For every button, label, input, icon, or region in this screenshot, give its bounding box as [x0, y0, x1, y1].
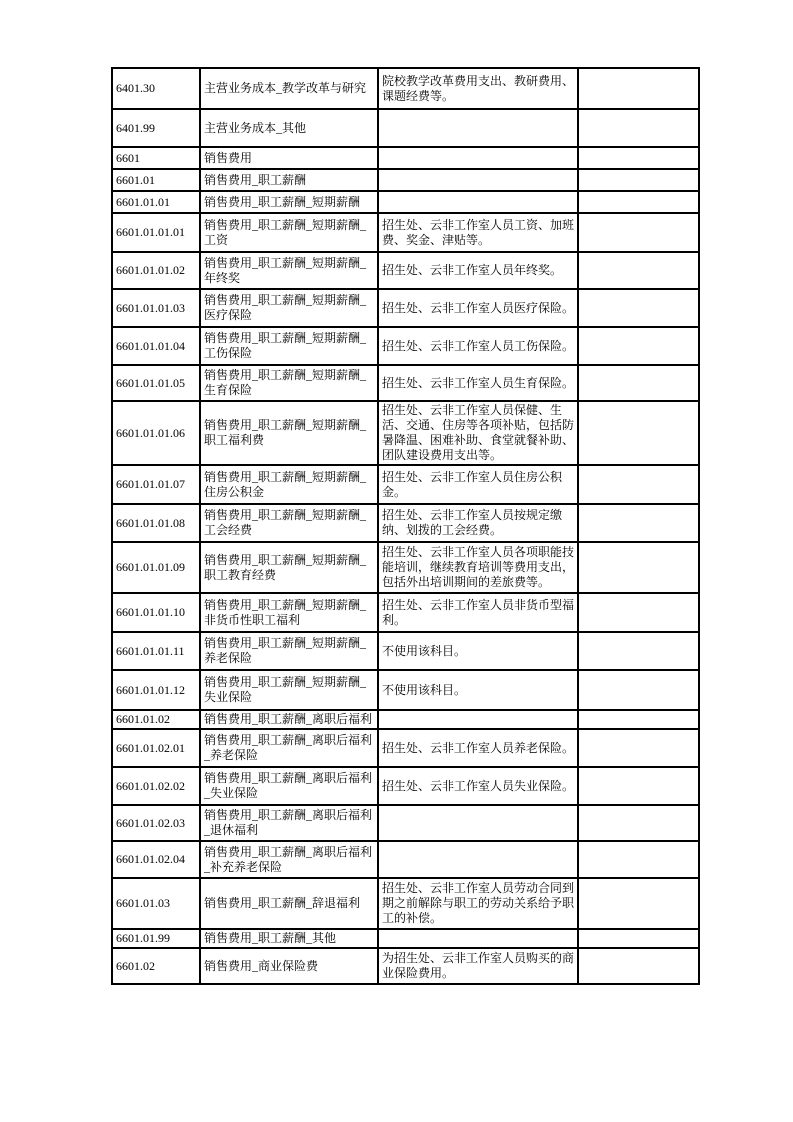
empty-cell — [578, 710, 699, 729]
name-cell: 销售费用_职工薪酬_辞退福利 — [200, 878, 378, 929]
description-cell: 招生处、云非工作室人员工伤保险。 — [378, 327, 578, 365]
code-cell: 6601.01.02.02 — [112, 767, 200, 805]
description-cell: 招生处、云非工作室人员各项职能技能培训，继续教育培训等费用支出，包括外出培训期间的差旅费等。 — [378, 542, 578, 593]
name-cell: 销售费用_职工薪酬_短期薪酬_工伤保险 — [200, 327, 378, 365]
empty-cell — [578, 542, 699, 593]
table-row — [112, 327, 699, 365]
description-cell — [378, 929, 578, 948]
name-cell: 销售费用_职工薪酬_短期薪酬_工资 — [200, 213, 378, 252]
table-row — [112, 289, 699, 327]
empty-cell — [578, 878, 699, 929]
empty-cell — [578, 929, 699, 948]
empty-cell — [578, 841, 699, 878]
empty-cell — [578, 805, 699, 841]
description-cell — [378, 109, 578, 147]
empty-cell — [578, 68, 699, 109]
empty-cell — [578, 147, 699, 169]
name-cell: 销售费用_职工薪酬_离职后福利_补充养老保险 — [200, 841, 378, 878]
table-row — [112, 632, 699, 670]
code-cell: 6601.01.01.12 — [112, 670, 200, 710]
empty-cell — [578, 465, 699, 504]
name-cell: 销售费用_商业保险费 — [200, 948, 378, 984]
description-cell: 招生处、云非工作室人员工资、加班费、奖金、津贴等。 — [378, 213, 578, 252]
description-cell — [378, 147, 578, 169]
name-cell: 销售费用_职工薪酬_短期薪酬_工会经费 — [200, 504, 378, 542]
description-cell — [378, 841, 578, 878]
table-row — [112, 767, 699, 805]
code-cell: 6601.01.01.07 — [112, 465, 200, 504]
code-cell: 6601.01.01.05 — [112, 365, 200, 401]
table-row — [112, 670, 699, 710]
code-cell: 6601.01.02 — [112, 710, 200, 729]
empty-cell — [578, 401, 699, 465]
name-cell: 销售费用_职工薪酬_短期薪酬 — [200, 191, 378, 213]
code-cell: 6601 — [112, 147, 200, 169]
code-cell: 6601.01.02.01 — [112, 729, 200, 767]
code-cell: 6601.02 — [112, 948, 200, 984]
description-cell — [378, 710, 578, 729]
description-cell: 招生处、云非工作室人员养老保险。 — [378, 729, 578, 767]
empty-cell — [578, 670, 699, 710]
code-cell: 6601.01.01.02 — [112, 252, 200, 289]
empty-cell — [578, 767, 699, 805]
name-cell: 销售费用_职工薪酬_离职后福利_退休福利 — [200, 805, 378, 841]
name-cell: 销售费用_职工薪酬_短期薪酬_生育保险 — [200, 365, 378, 401]
name-cell: 销售费用_职工薪酬_离职后福利 — [200, 710, 378, 729]
name-cell: 销售费用_职工薪酬_短期薪酬_年终奖 — [200, 252, 378, 289]
table-row — [112, 805, 699, 841]
description-cell: 招生处、云非工作室人员年终奖。 — [378, 252, 578, 289]
empty-cell — [578, 169, 699, 191]
table-row — [112, 109, 699, 147]
name-cell: 销售费用_职工薪酬_离职后福利_失业保险 — [200, 767, 378, 805]
description-cell — [378, 191, 578, 213]
empty-cell — [578, 191, 699, 213]
table-row — [112, 365, 699, 401]
empty-cell — [578, 327, 699, 365]
code-cell: 6601.01.01.09 — [112, 542, 200, 593]
description-cell — [378, 169, 578, 191]
table-row — [112, 878, 699, 929]
empty-cell — [578, 632, 699, 670]
table-row — [112, 252, 699, 289]
table-row — [112, 593, 699, 632]
description-cell: 不使用该科目。 — [378, 632, 578, 670]
table-row — [112, 710, 699, 729]
code-cell: 6601.01.01.11 — [112, 632, 200, 670]
table-row — [112, 729, 699, 767]
description-cell: 招生处、云非工作室人员医疗保险。 — [378, 289, 578, 327]
description-cell: 院校教学改革费用支出、教研费用、课题经费等。 — [378, 68, 578, 109]
name-cell: 主营业务成本_其他 — [200, 109, 378, 147]
code-cell: 6601.01.01.01 — [112, 213, 200, 252]
description-cell: 招生处、云非工作室人员按规定缴纳、划拨的工会经费。 — [378, 504, 578, 542]
code-cell: 6601.01 — [112, 169, 200, 191]
name-cell: 销售费用_职工薪酬_离职后福利_养老保险 — [200, 729, 378, 767]
name-cell: 销售费用_职工薪酬_短期薪酬_失业保险 — [200, 670, 378, 710]
description-cell: 招生处、云非工作室人员住房公积金。 — [378, 465, 578, 504]
code-cell: 6601.01.02.03 — [112, 805, 200, 841]
name-cell: 销售费用_职工薪酬_其他 — [200, 929, 378, 948]
description-cell: 招生处、云非工作室人员保健、生活、交通、住房等各项补贴，包括防暑降温、困难补助、食堂就餐补助、团队建设费用支出等。 — [378, 401, 578, 465]
code-cell: 6601.01.01.08 — [112, 504, 200, 542]
empty-cell — [578, 252, 699, 289]
code-cell: 6601.01.03 — [112, 878, 200, 929]
code-cell: 6601.01.01.04 — [112, 327, 200, 365]
table-row — [112, 147, 699, 169]
description-cell: 招生处、云非工作室人员生育保险。 — [378, 365, 578, 401]
table-row — [112, 465, 699, 504]
empty-cell — [578, 365, 699, 401]
table-row — [112, 948, 699, 984]
description-cell: 为招生处、云非工作室人员购买的商业保险费用。 — [378, 948, 578, 984]
code-cell: 6601.01.02.04 — [112, 841, 200, 878]
empty-cell — [578, 504, 699, 542]
name-cell: 销售费用_职工薪酬_短期薪酬_职工教育经费 — [200, 542, 378, 593]
code-cell: 6601.01.01.10 — [112, 593, 200, 632]
code-cell: 6601.01.01 — [112, 191, 200, 213]
name-cell: 销售费用_职工薪酬 — [200, 169, 378, 191]
table-row — [112, 213, 699, 252]
name-cell: 主营业务成本_教学改革与研究 — [200, 68, 378, 109]
name-cell: 销售费用_职工薪酬_短期薪酬_非货币性职工福利 — [200, 593, 378, 632]
name-cell: 销售费用_职工薪酬_短期薪酬_养老保险 — [200, 632, 378, 670]
code-cell: 6601.01.99 — [112, 929, 200, 948]
table-row — [112, 542, 699, 593]
table-row — [112, 191, 699, 213]
table-row — [112, 169, 699, 191]
description-cell: 招生处、云非工作室人员劳动合同到期之前解除与职工的劳动关系给予职工的补偿。 — [378, 878, 578, 929]
description-cell: 不使用该科目。 — [378, 670, 578, 710]
name-cell: 销售费用 — [200, 147, 378, 169]
description-cell: 招生处、云非工作室人员失业保险。 — [378, 767, 578, 805]
table-row — [112, 401, 699, 465]
name-cell: 销售费用_职工薪酬_短期薪酬_医疗保险 — [200, 289, 378, 327]
table-row — [112, 68, 699, 109]
account-table-body — [112, 68, 699, 984]
code-cell: 6601.01.01.03 — [112, 289, 200, 327]
account-code-table — [111, 67, 700, 985]
table-row — [112, 929, 699, 948]
empty-cell — [578, 948, 699, 984]
code-cell: 6401.30 — [112, 68, 200, 109]
name-cell: 销售费用_职工薪酬_短期薪酬_住房公积金 — [200, 465, 378, 504]
table-row — [112, 504, 699, 542]
description-cell: 招生处、云非工作室人员非货币型福利。 — [378, 593, 578, 632]
empty-cell — [578, 593, 699, 632]
table-row — [112, 841, 699, 878]
code-cell: 6401.99 — [112, 109, 200, 147]
name-cell: 销售费用_职工薪酬_短期薪酬_职工福利费 — [200, 401, 378, 465]
empty-cell — [578, 213, 699, 252]
empty-cell — [578, 109, 699, 147]
empty-cell — [578, 729, 699, 767]
empty-cell — [578, 289, 699, 327]
code-cell: 6601.01.01.06 — [112, 401, 200, 465]
description-cell — [378, 805, 578, 841]
